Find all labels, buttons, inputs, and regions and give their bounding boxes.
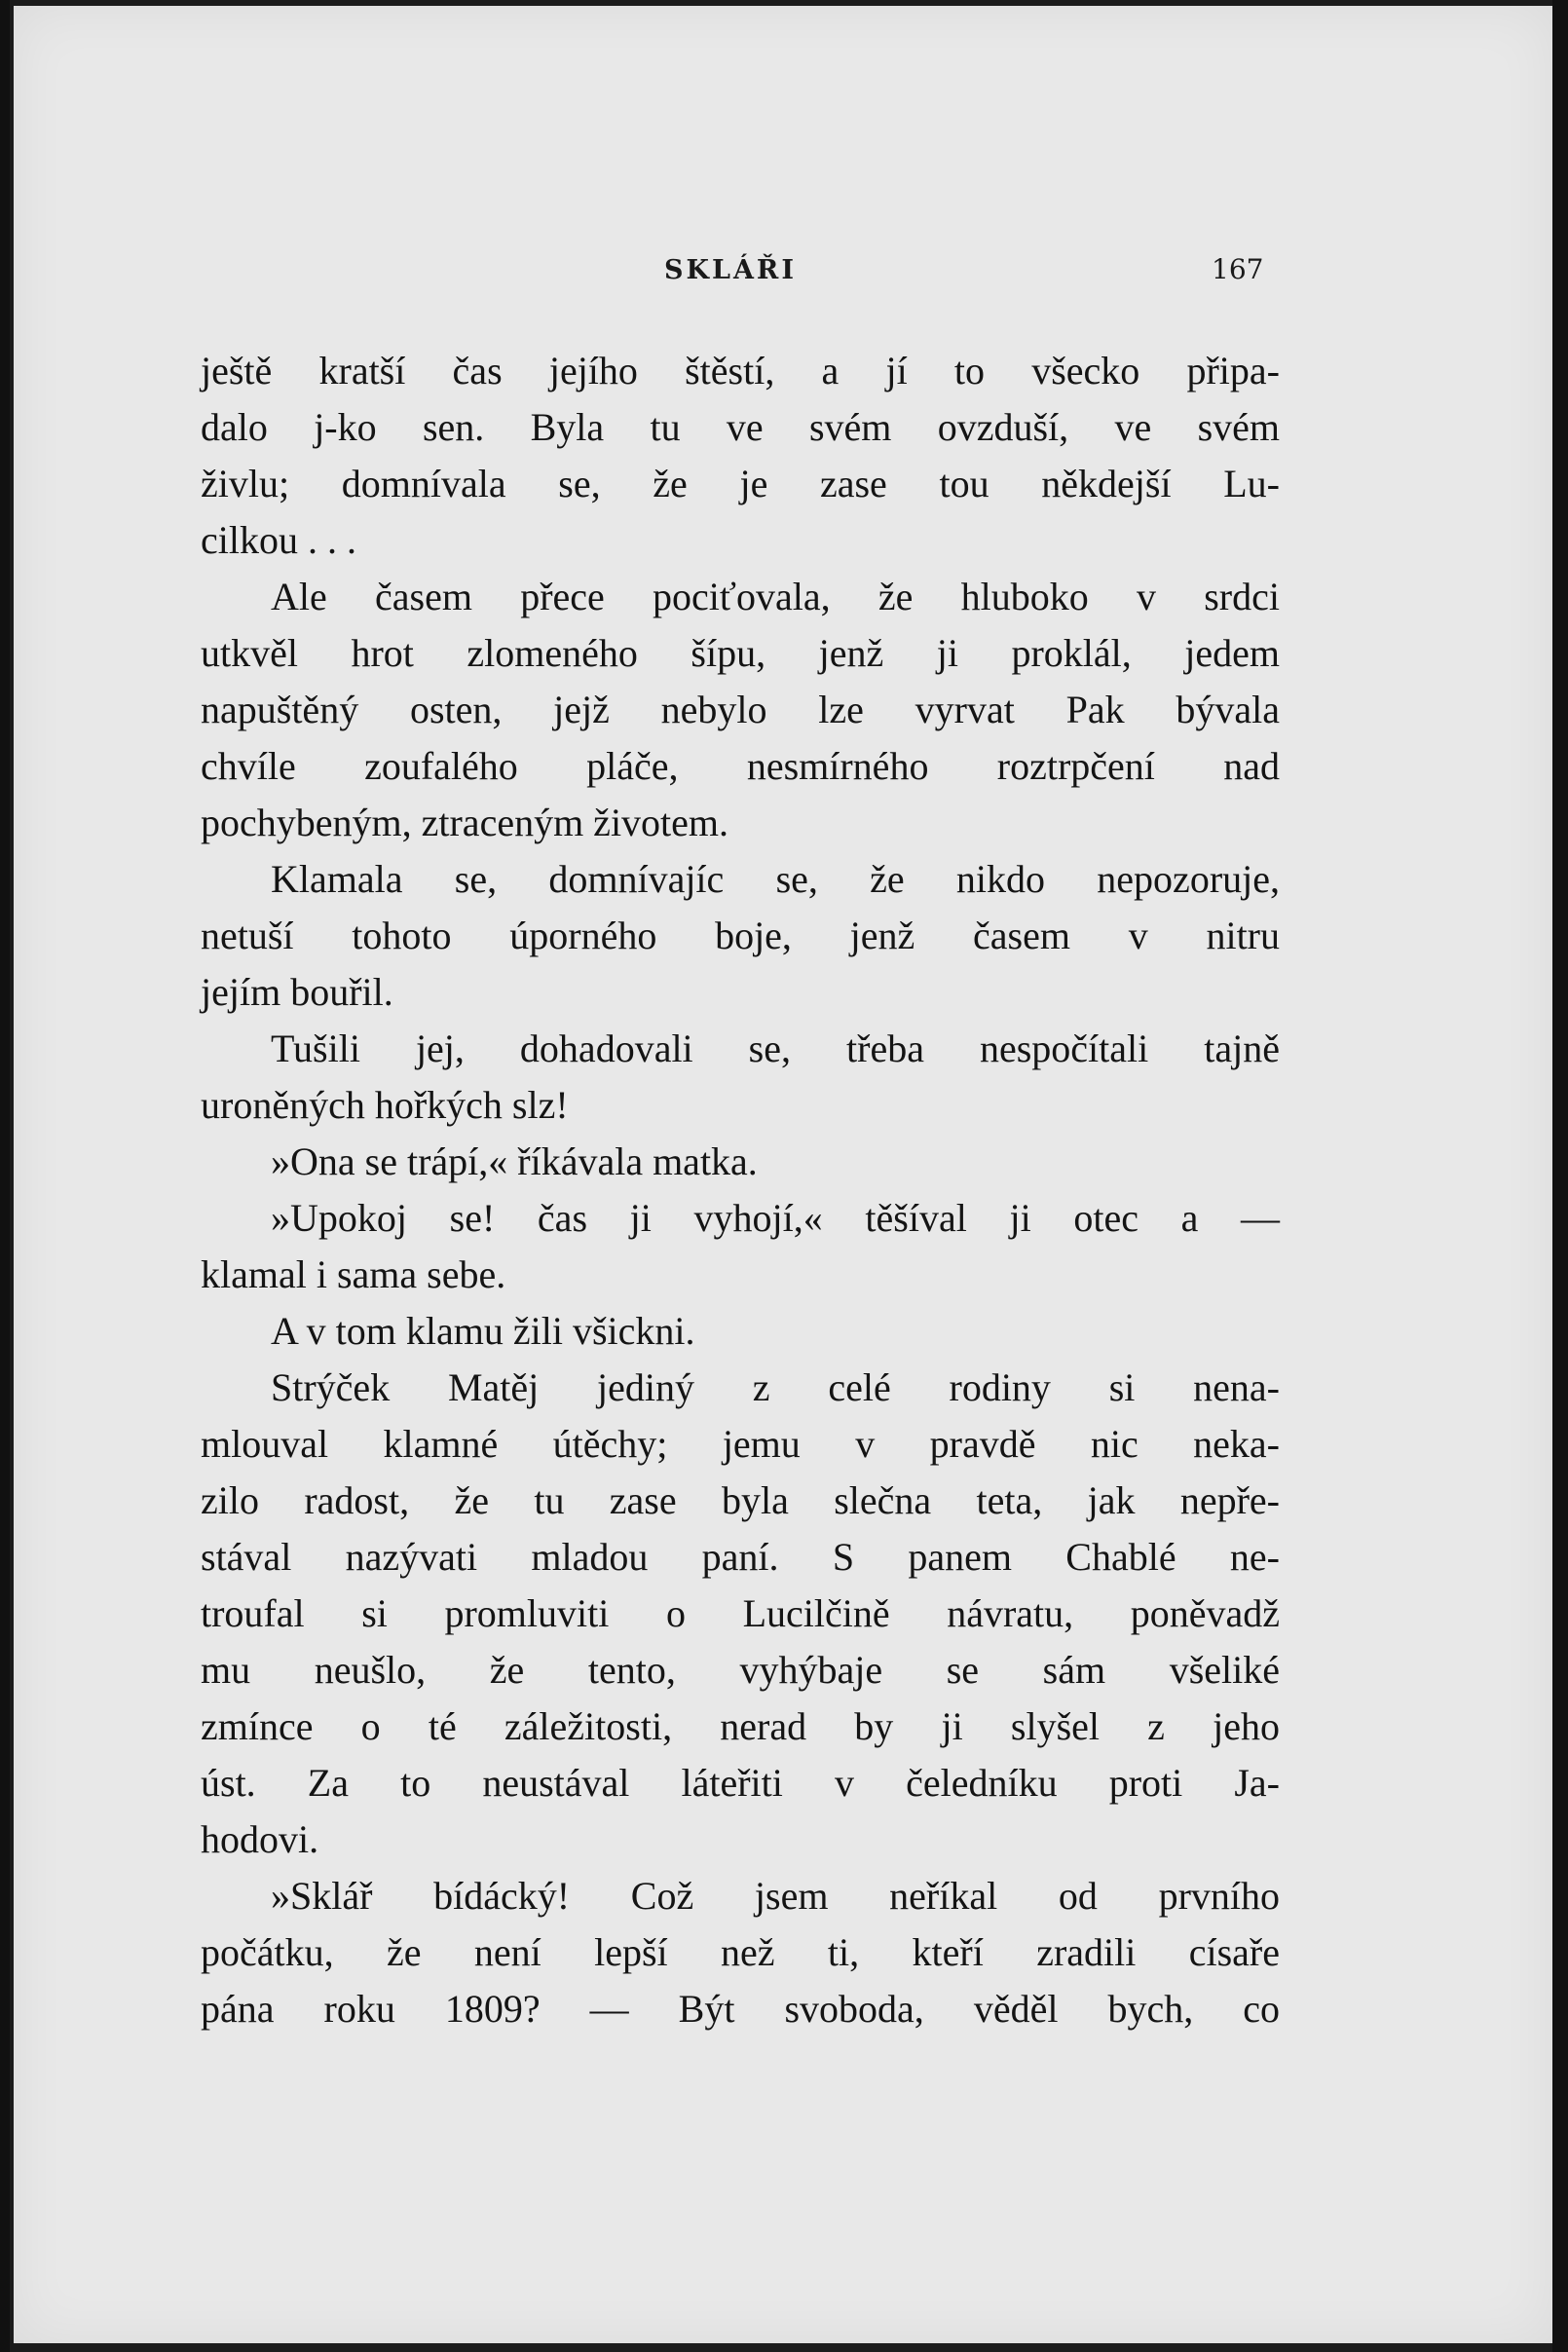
page-header: [14, 255, 1552, 294]
text-line: troufal si promluviti o Lucilčině návratu, poněvadž: [201, 1591, 1280, 1635]
text-line: hodovi.: [201, 1817, 319, 1861]
page-left-edge: [0, 0, 10, 2352]
text-line: jejím bouřil.: [201, 970, 393, 1014]
text-line: chvíle zoufalého pláče, nesmírného roztrpčení nad: [201, 744, 1280, 788]
text-line: úst. Za to neustával láteřiti v čeledníku proti Ja-: [201, 1761, 1280, 1805]
text-line: mlouval klamné útěchy; jemu v pravdě nic neka-: [201, 1422, 1280, 1466]
book-page: [14, 6, 1552, 2343]
page-right-edge: [1552, 0, 1568, 2352]
text-line: Strýček Matěj jediný z celé rodiny si nena-: [271, 1365, 1280, 1409]
text-line: stával nazývati mladou paní. S panem Chablé ne-: [201, 1535, 1280, 1579]
text-line: dalo j-ko sen. Byla tu ve svém ovzduší, ve svém: [201, 405, 1280, 449]
text-line: netuší tohoto úporného boje, jenž časem v nitru: [201, 914, 1280, 957]
text-line: »Upokoj se! čas ji vyhojí,« těšíval ji otec a —: [271, 1196, 1280, 1240]
text-line: Ale časem přece pociťovala, že hluboko v srdci: [271, 575, 1280, 618]
text-line: Klamala se, domnívajíc se, že nikdo nepozoruje,: [271, 857, 1280, 901]
text-line: zmínce o té záležitosti, nerad by ji slyšel z jeho: [201, 1704, 1280, 1748]
text-line: klamal i sama sebe.: [201, 1252, 506, 1296]
text-line: Tušili jej, dohadovali se, třeba nespočítali tajně: [271, 1027, 1280, 1070]
text-line: počátku, že není lepší než ti, kteří zradili císaře: [201, 1930, 1280, 1974]
page-number: 167: [1212, 253, 1264, 285]
text-line: napuštěný osten, jejž nebylo lze vyrvat Pak bývala: [201, 688, 1280, 731]
text-line: pána roku 1809? — Být svoboda, věděl bych, co: [201, 1987, 1280, 2031]
text-line: uroněných hořkých slz!: [201, 1083, 569, 1127]
body-text: [201, 343, 1280, 2037]
running-title: SKLÁŘI: [664, 255, 797, 285]
text-line: A v tom klamu žili všickni.: [271, 1309, 695, 1353]
text-line: »Sklář bídácký! Což jsem neříkal od prvního: [271, 1874, 1280, 1918]
text-line: mu neušlo, že tento, vyhýbaje se sám všeliké: [201, 1648, 1280, 1692]
text-line: zilo radost, že tu zase byla slečna teta, jak nepře-: [201, 1478, 1280, 1522]
text-line: ještě kratší čas jejího štěstí, a jí to všecko připa-: [201, 349, 1280, 392]
text-line: »Ona se trápí,« říkávala matka.: [271, 1139, 758, 1183]
text-line: pochybeným, ztraceným životem.: [201, 801, 729, 844]
text-line: utkvěl hrot zlomeného šípu, jenž ji proklál, jedem: [201, 631, 1280, 675]
text-line: živlu; domnívala se, že je zase tou někdejší Lu-: [201, 462, 1280, 505]
text-line: cilkou . . .: [201, 518, 356, 562]
